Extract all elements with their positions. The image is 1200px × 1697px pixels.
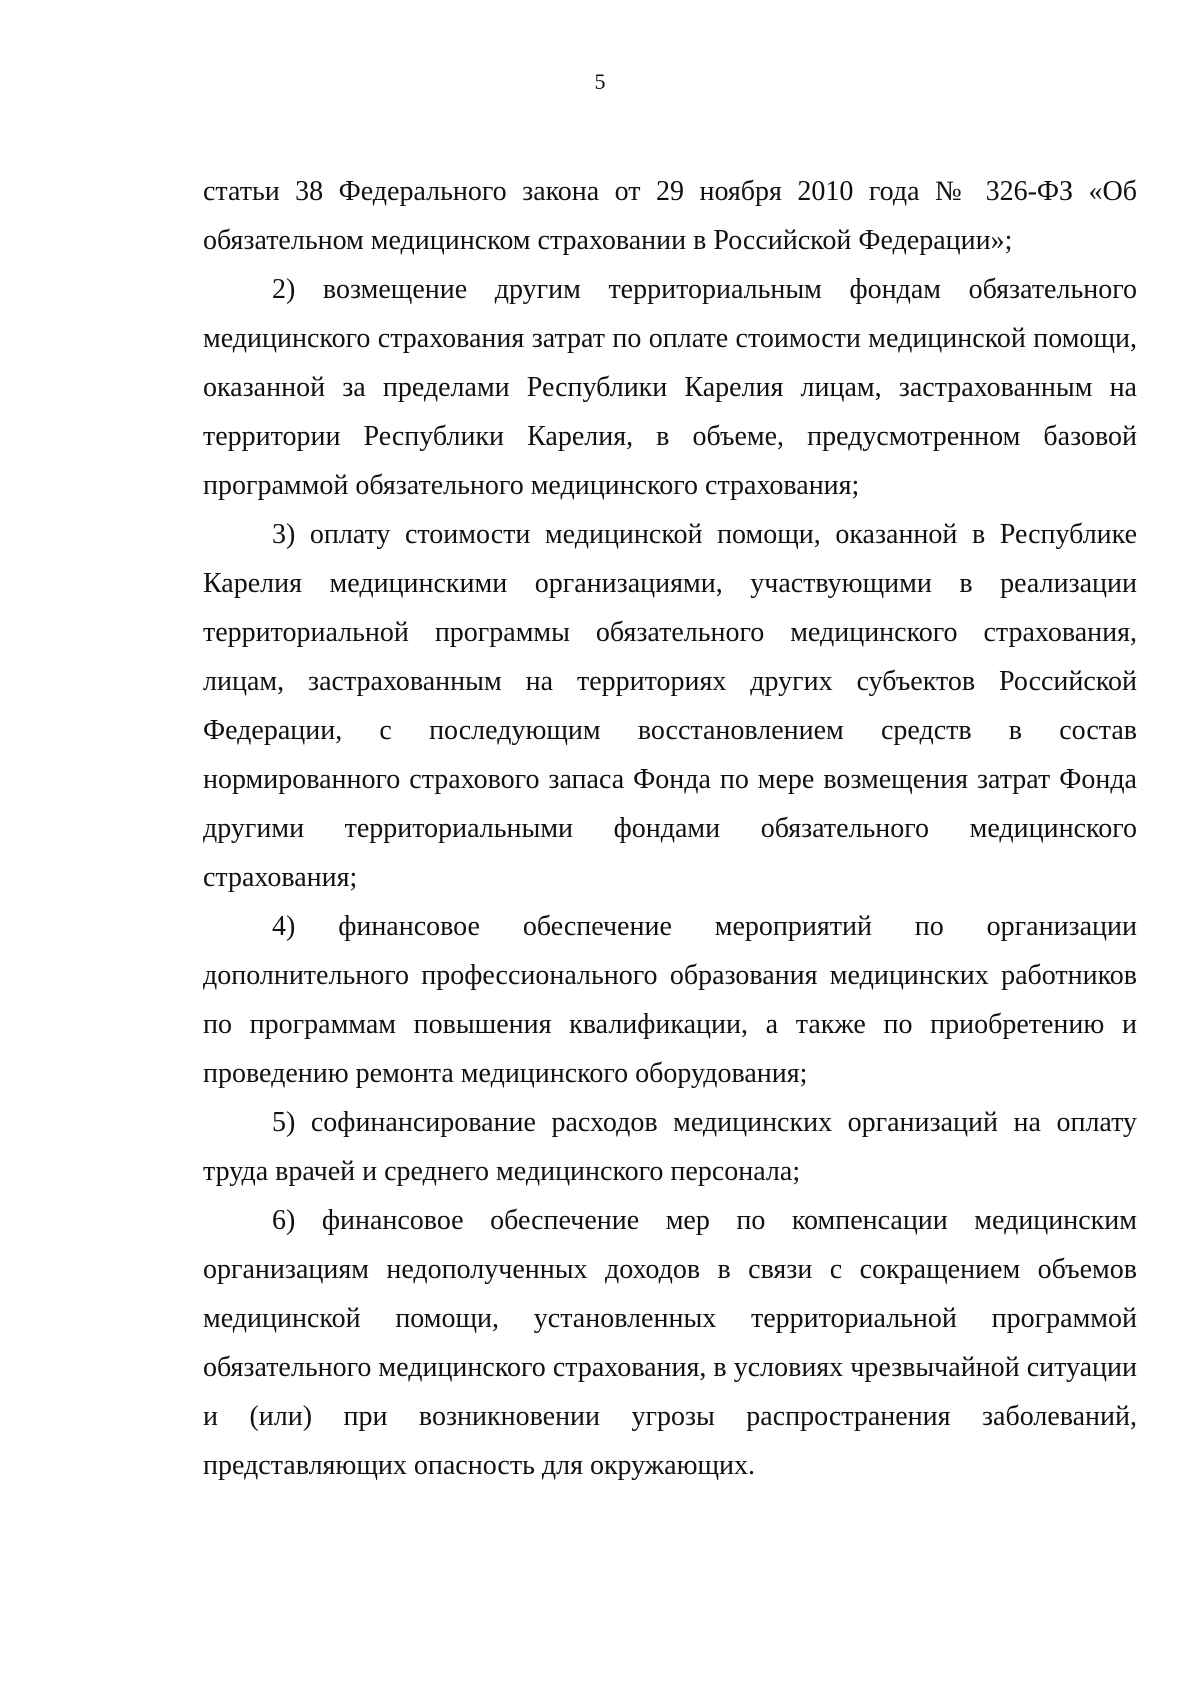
document-body	[203, 167, 1137, 1490]
paragraph-item-2: 2) возмещение другим территориальным фондам обязательного медицинского страхования затрат по оплате стоимости медицинской помощи, оказанной за пределами Республики Карелия лицам, застрахованным на территории Республики Карелия, в объеме, предусмотренном базовой программой обязательного медицинского страхования;	[203, 274, 1137, 501]
paragraph-item-5: 5) софинансирование расходов медицинских организаций на оплату труда врачей и среднего медицинского персонала;	[203, 1107, 1137, 1187]
page-number: 5	[594, 69, 606, 94]
paragraph-item-6: 6) финансовое обеспечение мер по компенсации медицинским организациям недополученных доходов в связи с сокращением объемов медицинской помощи, установленных территориальной программой обязательного медицинского страхования, в условиях чрезвычайной ситуации и (или) при возникновении угрозы распространения заболеваний, представляющих опасность для окружающих.	[203, 1205, 1137, 1481]
paragraph-item-3: 3) оплату стоимости медицинской помощи, оказанной в Республике Карелия медицинскими организациями, участвующими в реализации территориальной программы обязательного медицинского страхования, лицам, застрахованным на территориях других субъектов Российской Федерации, с последующим восстановлением средств в состав нормированного страхового запаса Фонда по мере возмещения затрат Фонда другими территориальными фондами обязательного медицинского страхования;	[203, 519, 1137, 893]
paragraph-continuation: статьи 38 Федерального закона от 29 ноября 2010 года № 326-ФЗ «Об обязательном медицинском страховании в Российской Федерации»;	[203, 176, 1137, 256]
paragraph-item-4: 4) финансовое обеспечение мероприятий по организации дополнительного профессионального образования медицинских работников по программам повышения квалификации, а также по приобретению и проведению ремонта медицинского оборудования;	[203, 911, 1137, 1089]
